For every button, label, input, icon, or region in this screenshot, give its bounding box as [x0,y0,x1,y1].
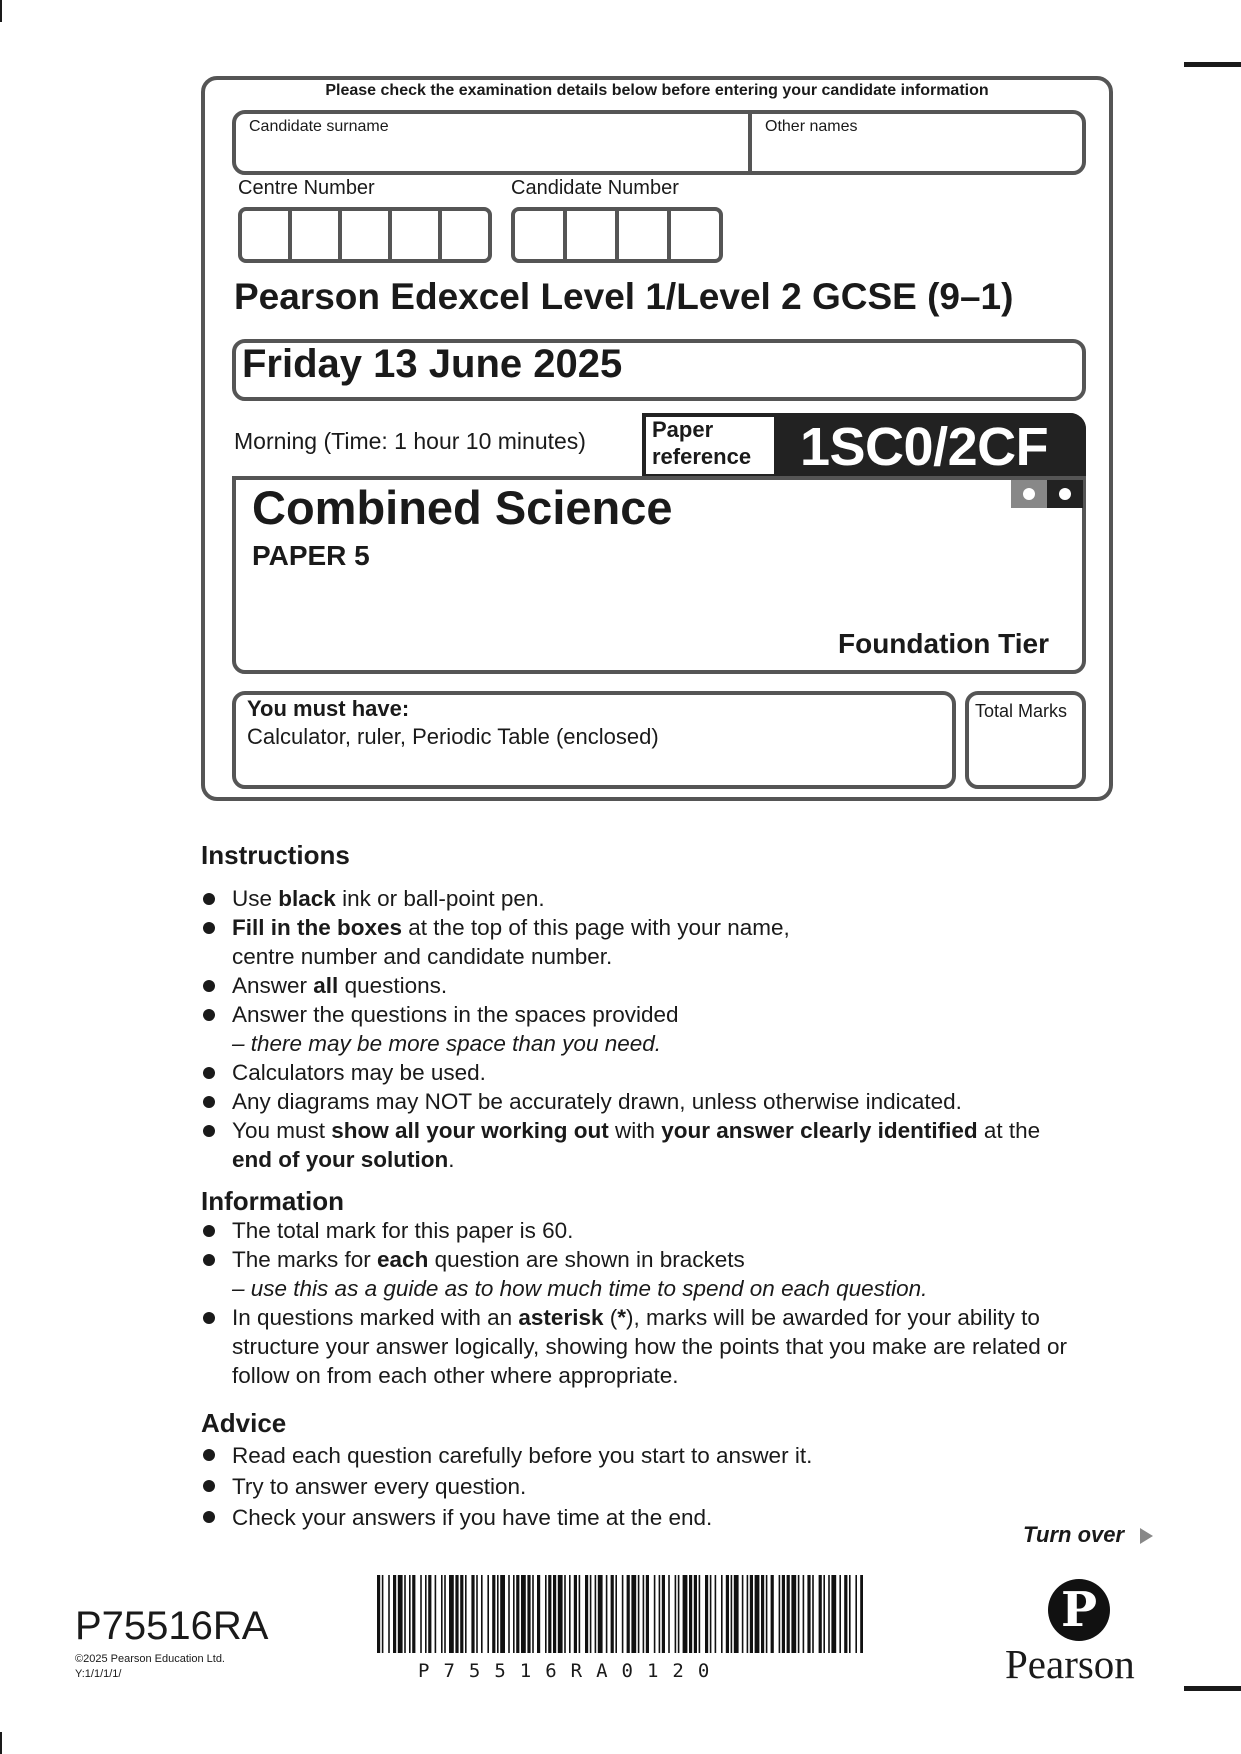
barcode-bar [465,1575,467,1653]
list-item: Calculators may be used. [201,1058,1121,1087]
barcode-bar [564,1575,566,1653]
digit-box[interactable] [238,207,292,263]
barcode-bar [532,1575,534,1653]
barcode-bar [393,1575,396,1653]
list-item: Use black ink or ball-point pen. [201,884,1121,913]
barcode-bar [787,1575,790,1653]
list-item: Answer all questions. [201,971,1121,1000]
barcode-bar [441,1575,443,1653]
barcode-bar [678,1575,680,1653]
barcode-bar [460,1575,463,1653]
barcode-bar [849,1575,851,1653]
exam-details-notice: Please check the examination details below before entering your candidate information [325,82,989,99]
barcode-bar [662,1575,665,1653]
barcode-bar [481,1575,483,1653]
barcode-bar [497,1575,499,1653]
barcode-bar [508,1575,510,1653]
barcode-bar [766,1575,768,1653]
barcode-bar [715,1575,717,1653]
barcode-bar [643,1575,645,1653]
tier-marker-icon [1047,480,1083,508]
barcode-bar [382,1575,384,1653]
barcode-bar [558,1575,563,1653]
barcode-bar [683,1575,688,1653]
barcode-bar [791,1575,796,1653]
arrow-right-icon [1140,1528,1153,1544]
barcode-bar [828,1575,830,1653]
barcode-bar [428,1575,431,1653]
barcode-bar [782,1575,785,1653]
barcode [377,1575,863,1657]
barcode-bar [771,1575,774,1653]
barcode-bar [689,1575,692,1653]
candidate-number-label: Candidate Number [511,177,679,199]
barcode-bar [500,1575,505,1653]
information-heading: Information [201,1186,344,1216]
centre-number-boxes[interactable] [238,207,492,263]
barcode-bar [548,1575,551,1653]
turn-over-label: Turn over [1023,1522,1125,1547]
barcode-bar [412,1575,415,1653]
barcode-bar [638,1575,640,1653]
barcode-bar [569,1575,571,1653]
paper-number: PAPER 5 [252,540,370,571]
barcode-bar [516,1575,519,1653]
barcode-bar [631,1575,636,1653]
barcode-bar [377,1575,380,1653]
candidate-surname-label: Candidate surname [249,118,389,135]
barcode-bar [844,1575,847,1653]
barcode-bar [598,1575,603,1653]
barcode-bar [839,1575,841,1653]
digit-box[interactable] [288,207,342,263]
barcode-bar [646,1575,649,1653]
digit-box[interactable] [511,207,567,263]
barcode-bar [471,1575,474,1653]
barcode-bar [659,1575,661,1653]
barcode-bar [553,1575,556,1653]
barcode-bar [721,1575,723,1653]
barcode-bar [798,1575,800,1653]
barcode-bar [590,1575,592,1653]
barcode-bar [444,1575,446,1653]
barcode-bar [606,1575,608,1653]
barcode-bar [819,1575,822,1653]
barcode-bar [585,1575,588,1653]
barcode-bar [812,1575,814,1653]
barcode-bar [627,1575,630,1653]
paper-reference-label [652,416,751,470]
barcode-bar [675,1575,677,1653]
barcode-bar [761,1575,764,1653]
paper-reference-label-line: Paper [652,417,714,442]
barcode-bar [755,1575,760,1653]
barcode-bar [449,1575,454,1653]
list-item: You must show all your working out with your answer clearly identified at the end of your solution. [201,1116,1121,1174]
list-item: Fill in the boxes at the top of this page with your name, centre number and candidate number. [201,913,1121,971]
list-item: Any diagrams may NOT be accurately drawn, unless otherwise indicated. [201,1087,1121,1116]
barcode-bar [710,1575,712,1653]
digit-box[interactable] [388,207,442,263]
qualification-title: Pearson Edexcel Level 1/Level 2 GCSE (9–1) [234,276,1014,317]
barcode-bar [425,1575,427,1653]
other-names-label: Other names [765,118,858,135]
barcode-bar [455,1575,458,1653]
list-item: The marks for each question are shown in brackets – use this as a guide as to how much time to spend on each question. [201,1245,1121,1303]
barcode-bar [521,1575,526,1653]
instructions-list [201,884,1121,1174]
barcode-bar [699,1575,701,1653]
must-have-text: Calculator, ruler, Periodic Table (enclosed) [247,724,659,749]
barcode-bar [831,1575,836,1653]
barcode-bar [803,1575,805,1653]
barcode-bar [860,1575,863,1653]
barcode-bar [420,1575,422,1653]
information-list [201,1216,1121,1390]
copyright-text: ©2025 Pearson Education Ltd. [75,1653,225,1665]
barcode-bar [726,1575,729,1653]
paper-reference-label-line: reference [652,444,752,469]
crop-mark [1184,1686,1241,1691]
pearson-wordmark: Pearson [1005,1641,1135,1687]
barcode-bar [487,1575,489,1653]
barcode-bar [527,1575,530,1653]
exam-session: Morning (Time: 1 hour 10 minutes) [234,428,586,454]
barcode-bar [705,1575,708,1653]
digit-box[interactable] [615,207,671,263]
barcode-bar [579,1575,581,1653]
barcode-bar [779,1575,781,1653]
copyright-block [75,1652,225,1682]
barcode-bar [654,1575,656,1653]
instructions-heading: Instructions [201,840,350,870]
barcode-bar [615,1575,617,1653]
barcode-bar [823,1575,825,1653]
subject-title: Combined Science [252,481,673,534]
barcode-bar [734,1575,739,1653]
list-item: Check your answers if you have time at the end. [201,1502,1121,1533]
exam-date: Friday 13 June 2025 [242,342,623,386]
tier-marker-icon [1011,480,1047,508]
list-item: The total mark for this paper is 60. [201,1216,1121,1245]
barcode-bar [694,1575,697,1653]
list-item: Read each question carefully before you start to answer it. [201,1440,1121,1471]
barcode-bar [388,1575,390,1653]
crop-mark [0,0,2,22]
barcode-bar [398,1575,403,1653]
barcode-bar [622,1575,624,1653]
barcode-bar [513,1575,515,1653]
barcode-bar [537,1575,540,1653]
barcode-bar [595,1575,597,1653]
barcode-bar [492,1575,495,1653]
barcode-bar [855,1575,857,1653]
must-have-heading: You must have: [247,696,410,721]
barcode-bar [409,1575,411,1653]
print-code: Y:1/1/1/1/ [75,1668,122,1680]
paper-reference-code: 1SC0/2CF [800,417,1049,477]
name-divider [748,110,752,175]
advice-list [201,1440,1121,1533]
total-marks-label: Total Marks [975,701,1068,721]
crop-mark [1184,62,1241,67]
barcode-bar [731,1575,733,1653]
digit-box[interactable] [563,207,619,263]
list-item: Answer the questions in the spaces provided – there may be more space than you need. [201,1000,1121,1058]
list-item: In questions marked with an asterisk (*), marks will be awarded for your ability to structure your answer logically, showing how the points that you make are related or follow on from each other where appropriate. [201,1303,1121,1390]
digit-box[interactable] [438,207,492,263]
crop-mark [0,1732,2,1754]
centre-number-label: Centre Number [238,177,375,199]
barcode-bar [668,1575,670,1653]
advice-heading: Advice [201,1408,287,1438]
digit-box[interactable] [338,207,392,263]
barcode-bar [750,1575,753,1653]
paper-code: P75516RA [75,1604,269,1648]
tier-label: Foundation Tier [838,628,1050,659]
barcode-bar [574,1575,577,1653]
digit-box[interactable] [667,207,723,263]
candidate-number-boxes[interactable] [511,207,723,263]
barcode-bar [435,1575,437,1653]
barcode-bar [476,1575,478,1653]
barcode-bar [404,1575,406,1653]
barcode-bar [545,1575,547,1653]
barcode-bar [747,1575,749,1653]
barcode-text: P75516RA0120 [418,1660,724,1682]
barcode-bar [611,1575,614,1653]
list-item: Try to answer every question. [201,1471,1121,1502]
barcode-bar [807,1575,810,1653]
barcode-bar [742,1575,744,1653]
pearson-logo-letter: P [1060,1582,1098,1638]
